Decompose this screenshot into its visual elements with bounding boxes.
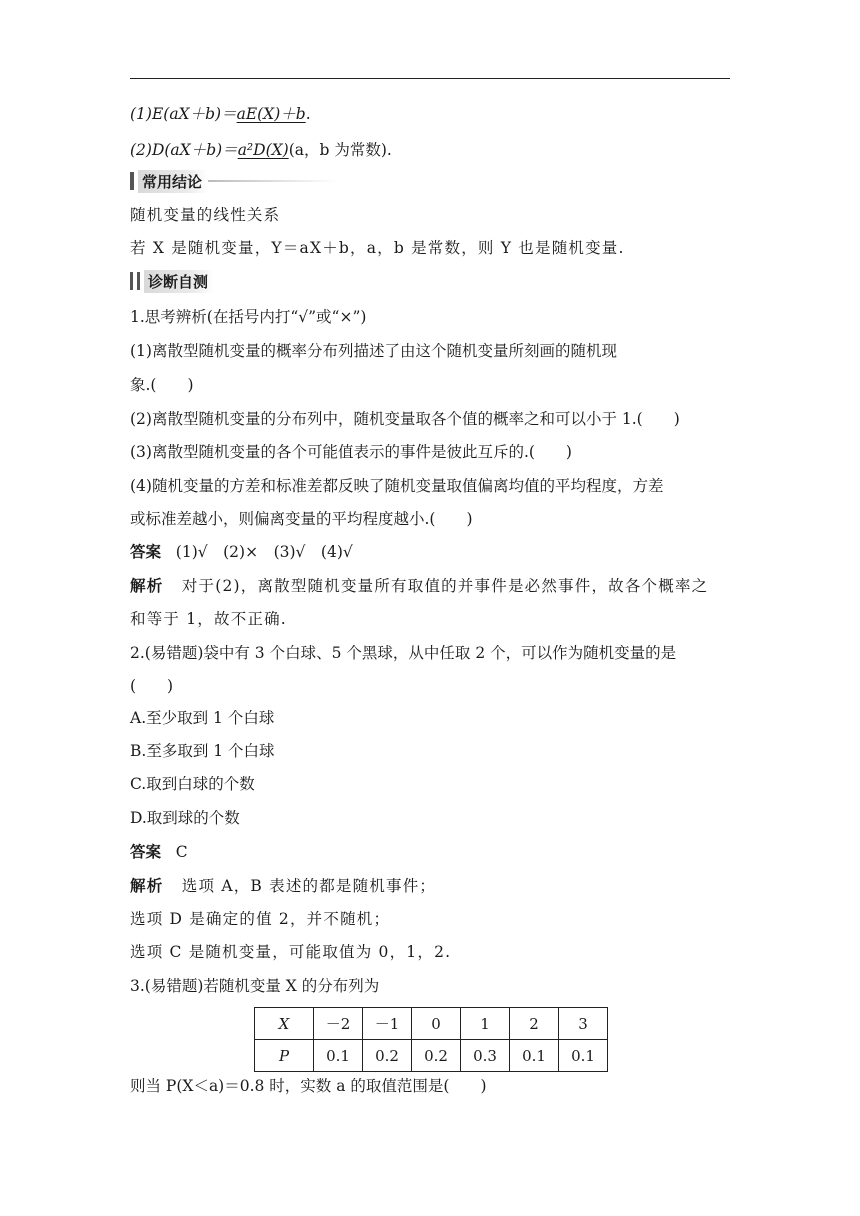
section-heading-diagnosis [130,270,214,292]
section-heading-common [130,170,338,192]
table-cell: 0.1 [559,1040,608,1072]
formula-2-end: (a，b 为常数). [288,141,392,159]
table-cell: 0.2 [412,1040,461,1072]
formula-2-answer: a²D(X) [237,141,289,159]
table-cell: 0.1 [510,1040,559,1072]
analysis-text: 对于(2)，离散型随机变量所有取值的并事件是必然事件，故各个概率之 [181,577,709,595]
table-cell: 0 [412,1008,461,1040]
q2-stem-line-1: 2.(易错题)袋中有 3 个白球、5 个黑球，从中任取 2 个，可以作为随机变量的是 [130,644,677,662]
answer-label: 答案 [130,543,162,561]
q2-answer [130,842,188,862]
formula-2-lhs: (2)D(aX＋b)＝ [130,141,238,159]
common-title: 随机变量的线性关系 [130,206,281,224]
q2-option-d: D.取到球的个数 [130,809,240,827]
formula-1-answer: aE(X)＋b [236,105,306,123]
table-cell: 1 [461,1008,510,1040]
formula-1-lhs: (1)E(aX＋b)＝ [130,105,237,123]
analysis-label: 解析 [130,877,164,895]
q1-item-1-line-1: (1)离散型随机变量的概率分布列描述了由这个随机变量所刻画的随机现 [130,342,617,360]
q2-analysis-line-3: 选项 C 是随机变量，可能取值为 0，1，2. [130,943,452,961]
q1-analysis-line-1 [130,576,708,596]
section-heading-diagnosis-text: 诊断自测 [144,270,214,293]
heading-bar-icon [137,272,140,290]
heading-bar-icon [130,272,133,290]
table-cell: 0.2 [363,1040,412,1072]
answer-value: (1)√ (2)× (3)√ (4)√ [175,543,353,561]
answer-value: C [175,843,188,861]
q2-option-a: A.至少取到 1 个白球 [130,709,275,727]
table-cell: －1 [363,1008,412,1040]
q3-tail: 则当 P(X＜a)＝0.8 时，实数 a 的取值范围是( ) [130,1077,487,1095]
table-header-x: X [255,1008,314,1040]
analysis-text: 选项 A，B 表述的都是随机事件； [181,877,437,895]
section-heading-common-text: 常用结论 [138,170,208,193]
common-body: 若 X 是随机变量，Y＝aX＋b，a，b 是常数，则 Y 也是随机变量. [130,239,625,257]
q1-item-3: (3)离散型随机变量的各个可能值表示的事件是彼此互斥的.( ) [130,443,572,461]
heading-bar-icon [130,172,134,190]
q1-analysis-line-2: 和等于 1，故不正确. [130,610,287,628]
formula-2 [130,140,392,160]
table-row-p [255,1040,608,1072]
q1-item-4-line-2: 或标准差越小，则偏离变量的平均程度越小.( ) [130,510,473,528]
analysis-label: 解析 [130,577,164,595]
q1-stem: 1.思考辨析(在括号内打“√”或“×”) [130,308,367,326]
table-cell: 3 [559,1008,608,1040]
q2-stem-line-2: ( ) [130,677,174,695]
table-cell: －2 [314,1008,363,1040]
q2-analysis-line-2: 选项 D 是确定的值 2，并不随机； [130,910,391,928]
q1-item-2: (2)离散型随机变量的分布列中，随机变量取各个值的概率之和可以小于 1.( ) [130,410,680,428]
table-cell: 0.3 [461,1040,510,1072]
table-row-x [255,1008,608,1040]
q1-item-4-line-1: (4)随机变量的方差和标准差都反映了随机变量取值偏离均值的平均程度，方差 [130,477,664,495]
q2-option-b: B.至多取到 1 个白球 [130,742,275,760]
q3-stem: 3.(易错题)若随机变量 X 的分布列为 [130,977,380,995]
q1-item-1-line-2: 象.( ) [130,376,194,394]
heading-fade-line [208,180,338,182]
formula-1-end: . [305,105,311,123]
table-header-p: P [255,1040,314,1072]
table-cell: 0.1 [314,1040,363,1072]
formula-1 [130,104,311,124]
answer-label: 答案 [130,843,162,861]
q2-option-c: C.取到白球的个数 [130,775,255,793]
header-rule [130,78,730,79]
distribution-table [254,1007,608,1072]
table-cell: 2 [510,1008,559,1040]
q1-answer [130,542,353,562]
q2-analysis-line-1 [130,876,436,896]
